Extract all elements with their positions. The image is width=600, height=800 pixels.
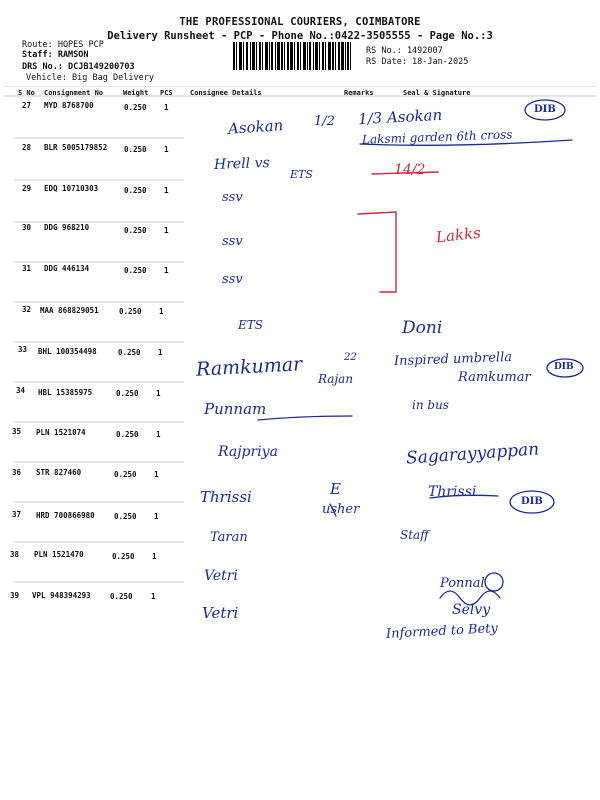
row-consignment: EDQ 10710303 — [44, 184, 99, 193]
row-consignment: HBL 15385975 — [38, 388, 93, 397]
row-weight: 0.250 — [118, 348, 141, 357]
row-pcs: 1 — [164, 266, 169, 275]
row-consignment: MYD 8768700 — [44, 101, 94, 110]
col-weight: Weight — [123, 89, 149, 97]
handwritten-consignee: Asokan — [227, 116, 284, 138]
col-pcs: PCS — [160, 89, 173, 97]
row-weight: 0.250 — [124, 103, 147, 112]
handwritten-consignee: Ramkumar — [195, 353, 303, 381]
row-pcs: 1 — [154, 512, 159, 521]
row-pcs: 1 — [152, 552, 157, 561]
handwritten-consignee: ETS — [238, 318, 263, 332]
row-consignment: MAA 868829051 — [40, 306, 99, 315]
handwritten-note: ETS — [290, 168, 313, 181]
row-consignment: PLN 1521470 — [34, 550, 84, 559]
row-weight: 0.250 — [114, 512, 137, 521]
col-sno: S No — [18, 89, 35, 97]
row-sno: 30 — [22, 223, 32, 232]
row-weight: 0.250 — [124, 226, 147, 235]
col-seal: Seal & Signature — [403, 89, 471, 97]
handwritten-note: Rajan — [318, 372, 354, 386]
handwritten-signature: Informed to Bety — [385, 621, 499, 642]
rs-date: RS Date: 18-Jan-2025 — [366, 57, 469, 67]
row-sno: 36 — [12, 468, 22, 477]
staff-label: Staff: RAMSON — [22, 50, 89, 60]
row-consignment: STR 827460 — [36, 468, 82, 477]
handwritten-signature: Laksmi garden 6th cross — [361, 127, 513, 147]
handwritten-signature: Doni — [402, 318, 443, 338]
row-pcs: 1 — [158, 348, 163, 357]
row-pcs: 1 — [154, 470, 159, 479]
document-subtitle: Delivery Runsheet - PCP - Phone No.:0422-3505555 - Page No.:3 — [107, 30, 493, 42]
handwritten-signature: Inspired umbrella — [393, 349, 513, 370]
row-sno: 34 — [16, 386, 26, 395]
row-pcs: 1 — [159, 307, 164, 316]
handwritten-remark: E — [330, 480, 341, 498]
row-weight: 0.250 — [112, 552, 135, 561]
route-label: Route: HOPES PCP — [22, 40, 104, 50]
row-pcs: 1 — [156, 389, 161, 398]
handwritten-consignee: Vetri — [202, 604, 239, 622]
row-weight: 0.250 — [110, 592, 133, 601]
row-pcs: 1 — [164, 186, 169, 195]
row-sno: 28 — [22, 143, 32, 152]
handwritten-consignee: Taran — [210, 530, 248, 545]
handwritten-note: 22 — [344, 352, 357, 363]
handwritten-note: usher — [322, 502, 360, 517]
handwritten-signature: Ponnal — [440, 576, 485, 591]
col-consignee: Consignee Details — [190, 89, 262, 97]
col-remarks: Remarks — [344, 89, 374, 97]
row-consignment: BLR 5005179852 — [44, 143, 108, 152]
vehicle-label: Vehicle: Big Bag Delivery — [26, 73, 154, 83]
row-weight: 0.250 — [116, 430, 139, 439]
drs-label: DRS No.: DCJB149200703 — [22, 62, 135, 72]
handwritten-note: 1/2 — [314, 114, 335, 129]
row-sno: 35 — [12, 427, 22, 436]
row-pcs: 1 — [151, 592, 156, 601]
rs-number: RS No.: 1492007 — [366, 46, 443, 56]
stamp-label: DIB — [521, 496, 543, 507]
stamp-label: DIB — [554, 362, 574, 372]
handwritten-signature: in bus — [412, 398, 449, 412]
col-consignment: Consignment No — [44, 89, 104, 97]
handwritten-signature: Ramkumar — [458, 370, 531, 385]
handwritten-signature: Thrissi — [428, 484, 477, 500]
row-weight: 0.250 — [124, 145, 147, 154]
row-consignment: DDG 968210 — [44, 223, 90, 232]
handwritten-red-note: 14/2 — [394, 162, 426, 178]
row-sno: 27 — [22, 101, 32, 110]
row-sno: 38 — [10, 550, 20, 559]
handwritten-consignee: ssv — [222, 190, 243, 205]
handwritten-signature: 1/3 Asokan — [357, 105, 443, 129]
row-consignment: BHL 100354498 — [38, 347, 97, 356]
handwritten-consignee: Punnam — [204, 400, 267, 418]
handwritten-consignee: Vetri — [204, 568, 238, 584]
row-weight: 0.250 — [124, 266, 147, 275]
row-sno: 32 — [22, 305, 32, 314]
handwritten-consignee: Hrell vs — [213, 155, 270, 173]
row-consignment: VPL 948394293 — [32, 591, 91, 600]
row-sno: 33 — [18, 345, 28, 354]
row-sno: 31 — [22, 264, 32, 273]
handwritten-consignee: Thrissi — [200, 488, 252, 506]
row-weight: 0.250 — [119, 307, 142, 316]
row-sno: 37 — [12, 510, 22, 519]
handwritten-consignee: Rajpriya — [218, 444, 278, 460]
handwritten-red-note: Lakks — [435, 223, 482, 247]
handwritten-signature: Selvy — [452, 602, 491, 618]
row-pcs: 1 — [156, 430, 161, 439]
barcode-icon — [233, 42, 351, 70]
row-sno: 39 — [10, 591, 20, 600]
document-title: THE PROFESSIONAL COURIERS, COIMBATORE — [179, 16, 421, 28]
row-consignment: PLN 1521074 — [36, 428, 86, 437]
row-pcs: 1 — [164, 103, 169, 112]
row-weight: 0.250 — [116, 389, 139, 398]
stamp-label: DIB — [534, 104, 556, 115]
handwritten-consignee: ssv — [222, 272, 243, 287]
handwritten-signature: Staff — [400, 528, 429, 542]
row-consignment: DDG 446134 — [44, 264, 90, 273]
row-sno: 29 — [22, 184, 32, 193]
row-pcs: 1 — [164, 226, 169, 235]
row-consignment: HRD 700866980 — [36, 511, 95, 520]
handwritten-consignee: ssv — [222, 234, 243, 249]
row-pcs: 1 — [164, 145, 169, 154]
row-weight: 0.250 — [124, 186, 147, 195]
handwritten-signature: Sagarayyappan — [405, 439, 540, 469]
row-weight: 0.250 — [114, 470, 137, 479]
